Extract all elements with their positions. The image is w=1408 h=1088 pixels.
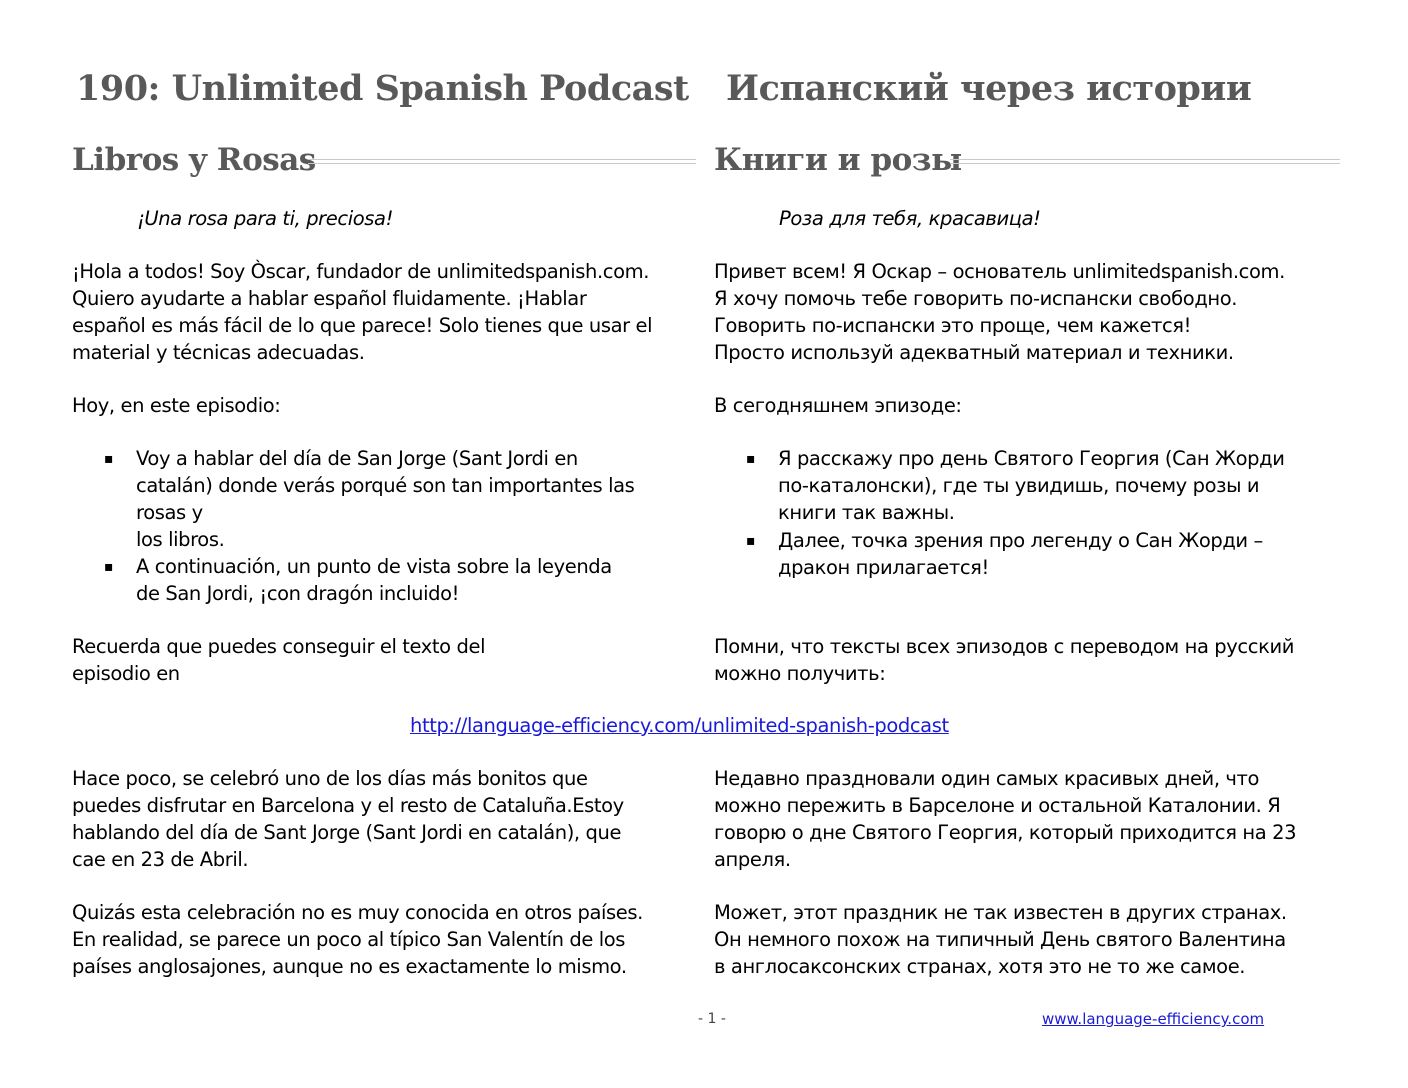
text-line: Recuerda que puedes conseguir el texto del [72, 635, 486, 658]
russian-title: Испанский через истории [726, 68, 1252, 109]
text-line: Quizás esta celebración no es muy conocida en otros países. [72, 901, 643, 924]
text-line: los libros. [136, 528, 225, 551]
text-line: Я расскажу про день Святого Георгия (Сан Жорди [778, 447, 1285, 470]
text-line: Говорить по-испански это проще, чем кажется! [714, 314, 1192, 337]
subtitle-ru: Роза для тебя, красавица! [779, 207, 1041, 230]
episode-intro-ru: В сегодняшнем эпизоде: [714, 394, 962, 417]
bullet-item-es-2 [104, 553, 612, 607]
bullet-icon: ▪ [104, 451, 114, 467]
text-line: Просто используй адекватный материал и техники. [714, 341, 1234, 364]
text-line: Недавно праздновали один самых красивых дней, что [714, 767, 1260, 790]
bullet-item-ru-1 [746, 445, 1284, 526]
text-line: книги так важны. [778, 501, 955, 524]
text-line: Я хочу помочь тебе говорить по-испански свободно. [714, 287, 1238, 310]
text-line: Hace poco, se celebró uno de los días más bonitos que [72, 767, 588, 790]
text-line: по-каталонски), где ты увидишь, почему розы и [778, 474, 1260, 497]
text-line: апреля. [714, 848, 791, 871]
section-heading-es: Libros y Rosas [72, 142, 316, 178]
text-line: Далее, точка зрения про легенду о Сан Жорди – [778, 529, 1263, 552]
text-line: говорю о дне Святого Георгия, который приходится на 23 [714, 821, 1297, 844]
text-line: Привет всем! Я Оскар – основатель unlimitedspanish.com. [714, 260, 1285, 283]
text-line: Он немного похож на типичный День святого Валентина [714, 928, 1286, 951]
remember-paragraph-es [72, 633, 485, 687]
podcast-link[interactable]: http://language-efficiency.com/unlimited-spanish-podcast [410, 714, 949, 737]
bullet-icon: ▪ [746, 451, 756, 467]
text-line: дракон прилагается! [778, 556, 989, 579]
text-line: Quiero ayudarte a hablar español fluidamente. ¡Hablar [72, 287, 587, 310]
paragraph-ru-2 [714, 899, 1287, 980]
text-line: Voy a hablar del día de San Jorge (Sant Jordi en [136, 447, 578, 470]
section-heading-ru: Книги и розы [714, 142, 962, 178]
text-line: de San Jordi, ¡con dragón incluido! [136, 582, 460, 605]
text-line: A continuación, un punto de vista sobre la leyenda [136, 555, 612, 578]
text-line: Может, этот праздник не так известен в других странах. [714, 901, 1287, 924]
text-line: puedes disfrutar en Barcelona y el resto de Cataluña.Estoy [72, 794, 624, 817]
text-line: rosas y [136, 501, 203, 524]
paragraph-ru-1 [714, 765, 1296, 873]
site-link[interactable]: www.language-efficiency.com [1042, 1010, 1265, 1028]
bullet-icon: ▪ [746, 533, 756, 549]
heading-rule-es [308, 159, 696, 164]
text-line: можно пережить в Барселоне и остальной Каталонии. Я [714, 794, 1281, 817]
bullet-item-es-1 [104, 445, 634, 553]
text-line: cae en 23 de Abril. [72, 848, 249, 871]
episode-intro-es: Hoy, en este episodio: [72, 394, 281, 417]
text-line: Помни, что тексты всех эпизодов с переводом на русский [714, 635, 1294, 658]
text-line: español es más fácil de lo que parece! Solo tienes que usar el [72, 314, 653, 337]
remember-paragraph-ru [714, 633, 1294, 687]
bullet-item-ru-2 [746, 527, 1263, 581]
podcast-title: 190: Unlimited Spanish Podcast [76, 68, 689, 109]
bullet-icon: ▪ [104, 559, 114, 575]
subtitle-es: ¡Una rosa para ti, preciosa! [137, 207, 393, 230]
text-line: catalán) donde verás porqué son tan importantes las [136, 474, 635, 497]
heading-rule-ru [950, 159, 1340, 164]
text-line: можно получить: [714, 662, 886, 685]
text-line: material y técnicas adecuadas. [72, 341, 365, 364]
text-line: ¡Hola a todos! Soy Òscar, fundador de unlimitedspanish.com. [72, 260, 650, 283]
intro-paragraph-es [72, 258, 652, 366]
text-line: En realidad, se parece un poco al típico San Valentín de los [72, 928, 626, 951]
page-number: - 1 - [698, 1011, 726, 1027]
text-line: episodio en [72, 662, 180, 685]
paragraph-es-2 [72, 899, 643, 980]
text-line: hablando del día de Sant Jorge (Sant Jordi en catalán), que [72, 821, 622, 844]
text-line: países anglosajones, aunque no es exactamente lo mismo. [72, 955, 627, 978]
text-line: в англосаксонских странах, хотя это не то же самое. [714, 955, 1246, 978]
paragraph-es-1 [72, 765, 624, 873]
intro-paragraph-ru [714, 258, 1285, 366]
